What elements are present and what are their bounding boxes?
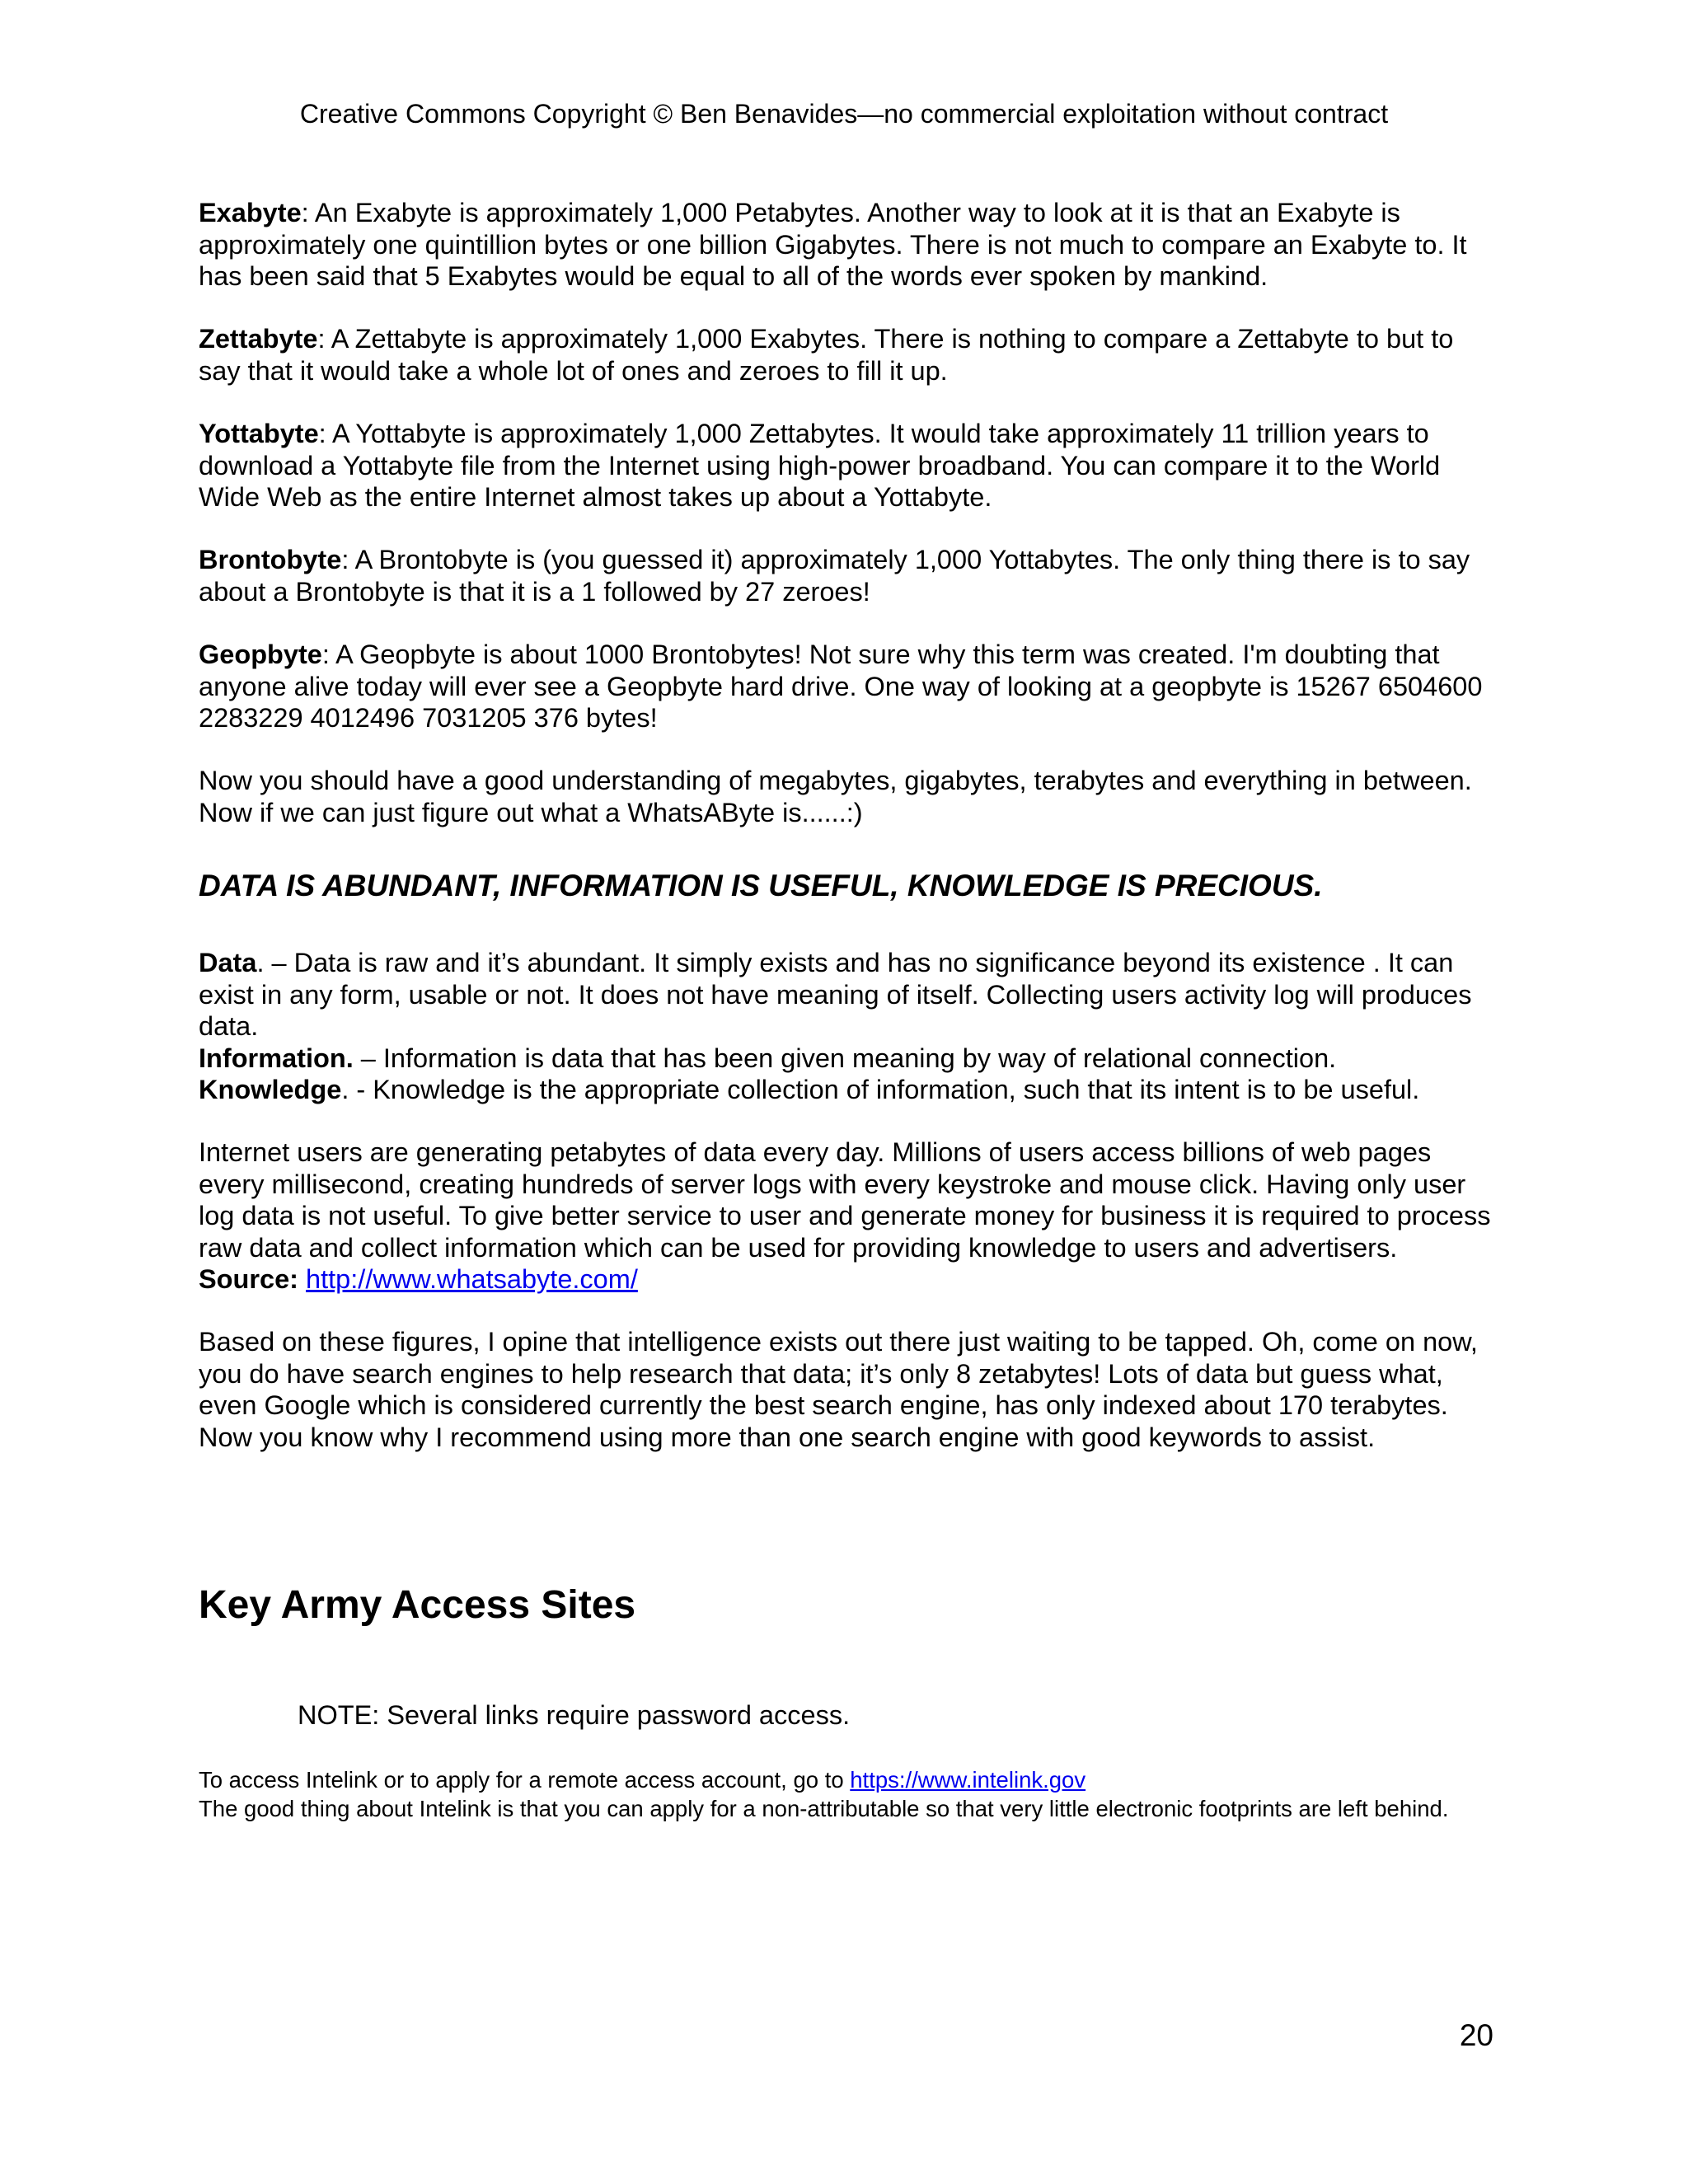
intelink-link[interactable]: https://www.intelink.gov <box>850 1767 1086 1793</box>
definition-geopbyte <box>199 639 1497 734</box>
intelink-info <box>199 1765 1501 1823</box>
definition-zettabyte <box>199 323 1497 387</box>
dik-heading: DATA IS ABUNDANT, INFORMATION IS USEFUL, KNOWLEDGE IS PRECIOUS. <box>199 869 1323 902</box>
data-term: Data <box>199 948 257 977</box>
whatsabyte-link[interactable]: http://www.whatsabyte.com/ <box>306 1264 638 1294</box>
knowledge-definition <box>199 1074 1497 1106</box>
intelink-followup: The good thing about Intelink is that you can apply for a non-attributable so that very little electronic footprints are left behind. <box>199 1796 1449 1821</box>
definition-brontobyte <box>199 544 1497 607</box>
section-title: Key Army Access Sites <box>199 1583 636 1627</box>
internet-paragraph-text: Internet users are generating petabytes of data every day. Millions of users access billions of web pages every millisecond, creating hundreds of server logs with every keystroke and mouse click. Having only user log data is not useful. To give better service to user and generate money for business it is required to process raw data and collect information which can be used for providing knowledge to users and advertisers. <box>199 1137 1491 1263</box>
term-label: Brontobyte <box>199 545 342 574</box>
internet-paragraph <box>199 1137 1497 1296</box>
term-description: : A Geopbyte is about 1000 Brontobytes! Not sure why this term was created. I'm doubting that anyone alive today will ever see a Geopbyte hard drive. One way of looking at a geopbyte is 15267 6504600 2283229 4012496 7031205 376 bytes! <box>199 640 1483 733</box>
definition-exabyte <box>199 197 1497 293</box>
copyright-header: Creative Commons Copyright © Ben Benavides—no commercial exploitation without contract <box>299 99 1389 129</box>
term-description: : An Exabyte is approximately 1,000 Petabytes. Another way to look at it is that an Exabyte is approximately one quintillion bytes or one billion Gigabytes. There is not much to compare an Exabyte to. It has been said that 5 Exabytes would be equal to all of the words ever spoken by mankind. <box>199 198 1467 291</box>
term-description: : A Yottabyte is approximately 1,000 Zettabytes. It would take approximately 11 trillion years to download a Yottabyte file from the Internet using high-power broadband. You can compare it to the World Wide Web as the entire Internet almost takes up about a Yottabyte. <box>199 419 1441 512</box>
dik-definitions <box>199 947 1497 1106</box>
password-note: NOTE: Several links require password access. <box>298 1700 851 1730</box>
term-description: : A Zettabyte is approximately 1,000 Exabytes. There is nothing to compare a Zettabyte to but to say that it would take a whole lot of ones and zeroes to fill it up. <box>199 324 1454 386</box>
intelink-text: To access Intelink or to apply for a remote access account, go to <box>199 1767 851 1793</box>
page-number: 20 <box>1459 2018 1493 2052</box>
definition-yottabyte <box>199 418 1497 513</box>
information-description: – Information is data that has been given meaning by way of relational connection. <box>353 1043 1337 1073</box>
data-definition <box>199 947 1497 1043</box>
term-description: : A Brontobyte is (you guessed it) approximately 1,000 Yottabytes. The only thing there is to say about a Brontobyte is that it is a 1 followed by 27 zeroes! <box>199 545 1470 607</box>
summary-paragraph: Now you should have a good understanding of megabytes, gigabytes, terabytes and everything in between. Now if we can just figure out what a WhatsAByte is......:) <box>199 766 1472 827</box>
knowledge-term: Knowledge <box>199 1075 342 1104</box>
figures-paragraph: Based on these figures, I opine that intelligence exists out there just waiting to be tapped. Oh, come on now, you do have search engines to help research that data; it’s only 8 zetabytes! Lots of data but guess what, even Google which is considered currently the best search engine, has only indexed about 170 terabytes. Now you know why I recommend using more than one search engine with good keywords to assist. <box>199 1327 1478 1452</box>
term-label: Exabyte <box>199 198 302 227</box>
term-label: Zettabyte <box>199 324 318 354</box>
source-label: Source: <box>199 1264 299 1294</box>
term-label: Yottabyte <box>199 419 319 448</box>
term-label: Geopbyte <box>199 640 322 669</box>
data-description: . – Data is raw and it’s abundant. It simply exists and has no significance beyond its existence . It can exist in any form, usable or not. It does not have meaning of itself. Collecting users activity log will produces data. <box>199 948 1472 1041</box>
knowledge-description: . - Knowledge is the appropriate collection of information, such that its intent is to be useful. <box>341 1075 1420 1104</box>
information-term: Information. <box>199 1043 354 1073</box>
information-definition <box>199 1043 1497 1075</box>
